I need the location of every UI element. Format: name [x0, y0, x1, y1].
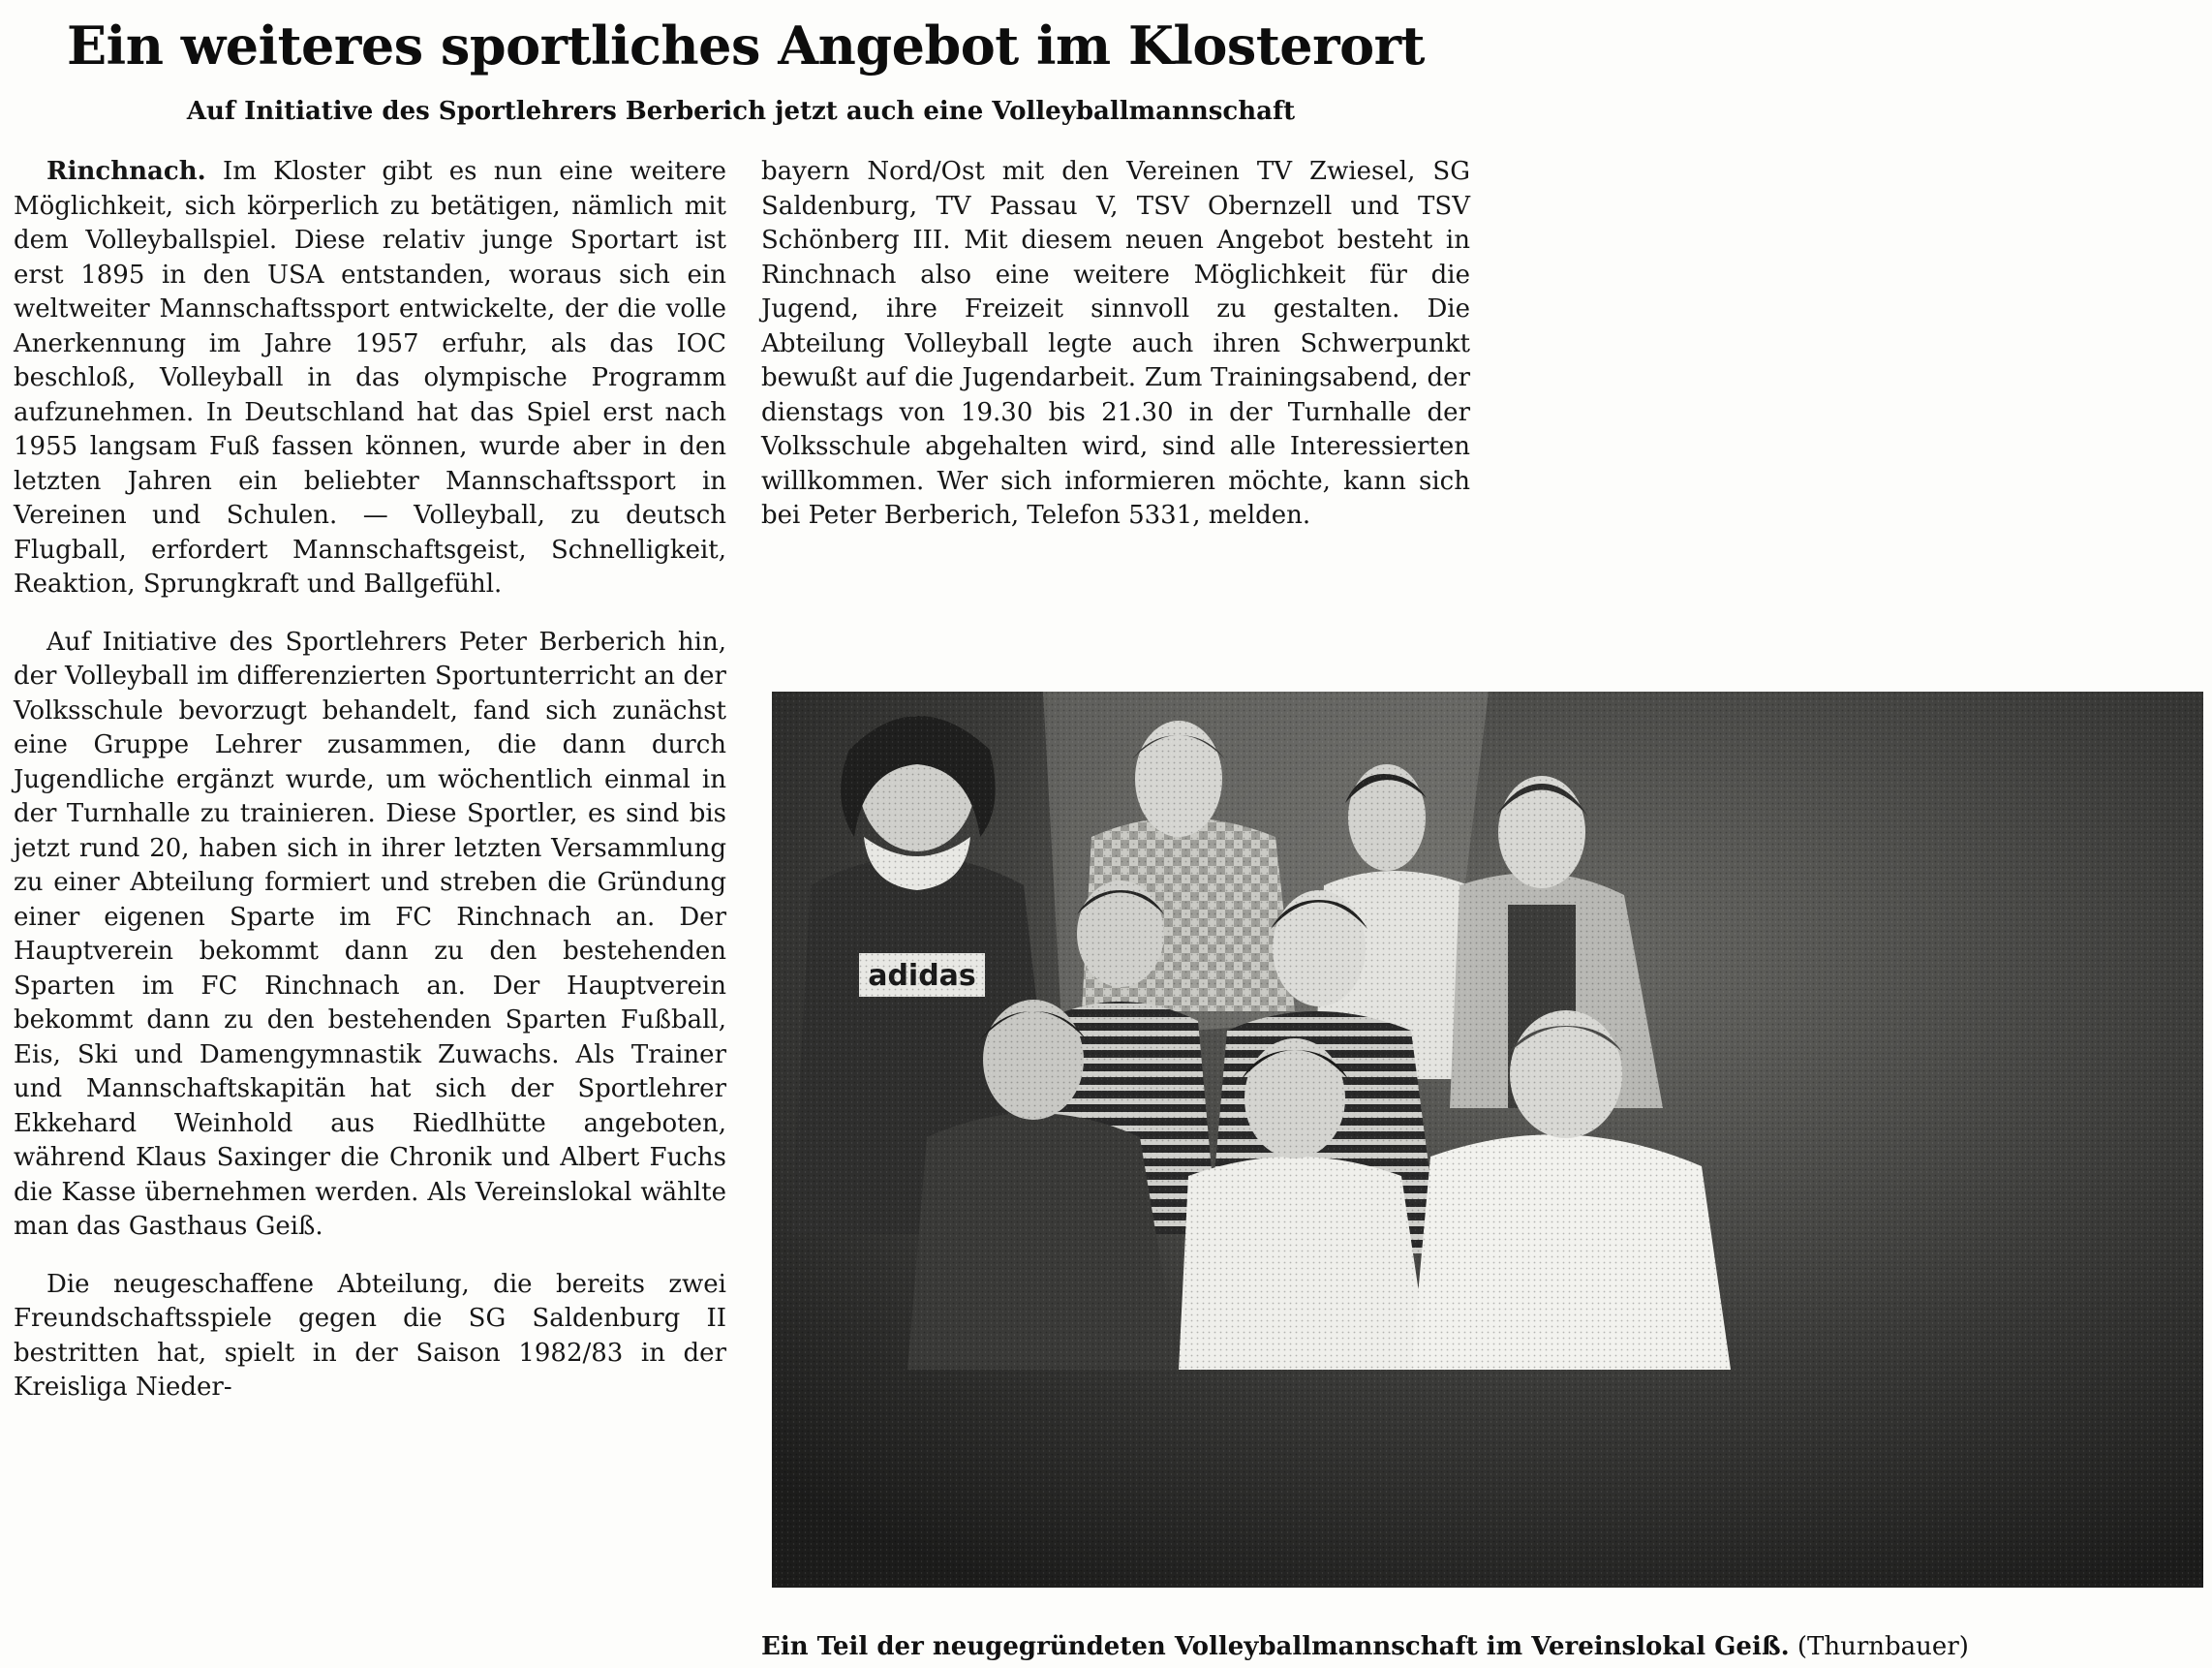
- article-paragraph-1: [14, 155, 726, 602]
- photo-grain-overlay: [772, 692, 2203, 1588]
- team-photo: [772, 692, 2203, 1588]
- photo-caption-text: Ein Teil der neugegründeten Volleyballmannschaft im Vereinslokal Geiß.: [761, 1632, 1790, 1661]
- photo-credit: (Thurnbauer): [1797, 1632, 1969, 1661]
- photo-caption: [761, 1629, 2195, 1664]
- article-paragraph-2: Auf Initiative des Sportlehrers Peter Berberich hin, der Volleyball im differenzierten Sportunterricht an der Volksschule bevorzugt behandelt, fand sich zunächst eine Gruppe Lehrer zusammen, die dann durch Jugendliche ergänzt wurde, um wöchentlich einmal in der Turnhalle zu trainieren. Diese Sportler, es sind bis jetzt rund 20, haben sich in ihrer letzten Versammlung zu einer Abteilung formiert und streben die Gründung einer eigenen Sparte im FC Rinchnach an. Der Hauptverein bekommt dann zu den bestehenden Sparten im FC Rinchnach an. Der Hauptverein bekommt dann zu den bestehenden Sparten Fußball, Eis, Ski und Damengymnastik Zuwachs. Als Trainer und Mannschaftskapitän hat sich der Sportlehrer Ekkehard Weinhold aus Riedlhütte angeboten, während Klaus Saxinger die Chronik und Albert Fuchs die Kasse übernehmen werden. Als Vereinslokal wählte man das Gasthaus Geiß.: [14, 627, 726, 1241]
- article-paragraph-3: Die neugeschaffene Abteilung, die bereits zwei Freundschaftsspiele gegen die SG Saldenburg II bestritten hat, spielt in der Saison 1982/83 in der Kreisliga Nieder-: [14, 1269, 726, 1402]
- article-column-right: [761, 155, 1470, 534]
- article-column-left: [14, 155, 726, 1405]
- article-subheadline: Auf Initiative des Sportlehrers Berberich jetzt auch eine Volleyballmannschaft: [186, 97, 1296, 126]
- article-continuation: bayern Nord/Ost mit den Vereinen TV Zwiesel, SG Saldenburg, TV Passau V, TSV Obernzell und TSV Schönberg III. Mit diesem neuen Angebot besteht in Rinchnach also eine weitere Möglichkeit für die Jugend, ihre Freizeit sinnvoll zu gestalten. Die Abteilung Volleyball legte auch ihren Schwerpunkt bewußt auf die Jugendarbeit. Zum Trainingsabend, der dienstags von 19.30 bis 21.30 in der Turnhalle der Volksschule abgehalten wird, sind alle Interessierten willkommen. Wer sich informieren möchte, kann sich bei Peter Berberich, Telefon 5331, melden.: [761, 157, 1470, 530]
- article-dateline: Rinchnach.: [46, 157, 206, 186]
- paragraph-1-text: Im Kloster gibt es nun eine weitere Möglichkeit, sich körperlich zu betätigen, nämlich mit dem Volleyballspiel. Diese relativ junge Sportart ist erst 1895 in den USA entstanden, woraus sich ein weltweiter Mannschaftssport entwickelte, der die volle Anerkennung im Jahre 1957 erfuhr, als das IOC beschloß, Volleyball in das olympische Programm aufzunehmen. In Deutschland hat das Spiel erst nach 1955 langsam Fuß fassen können, wurde aber in den letzten Jahren ein beliebter Mannschaftssport in Vereinen und Schulen. — Volleyball, zu deutsch Flugball, erfordert Mannschaftsgeist, Schnelligkeit, Reaktion, Sprungkraft und Ballgefühl.: [14, 157, 727, 599]
- team-photo-image: [772, 692, 2203, 1588]
- article-headline: Ein weiteres sportliches Angebot im Klosterort: [67, 15, 1425, 77]
